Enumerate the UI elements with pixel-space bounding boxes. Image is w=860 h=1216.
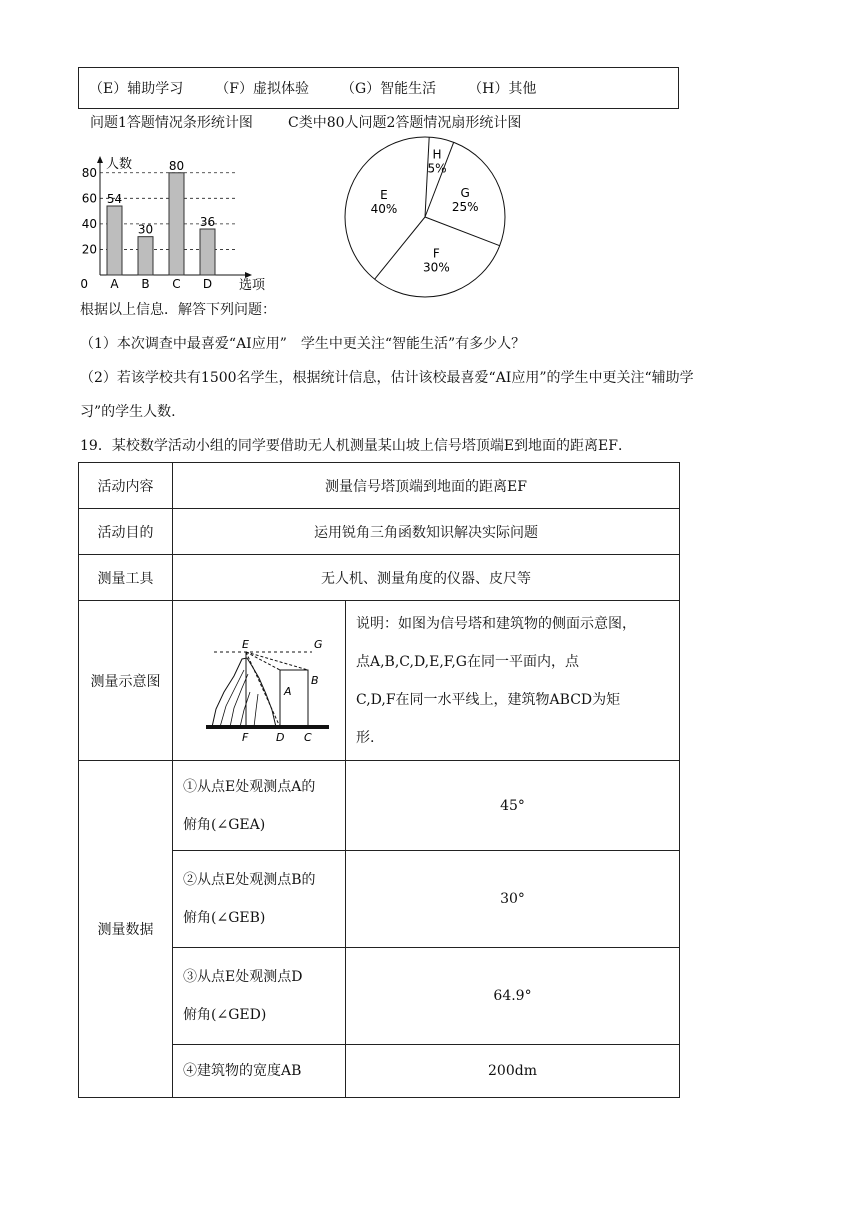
pie-chart-title: C类中80人问题2答题情况扇形统计图 bbox=[288, 115, 522, 131]
bar bbox=[107, 206, 122, 275]
pie-slice-value: 40% bbox=[370, 202, 398, 217]
pie-slice-label: H bbox=[432, 147, 442, 162]
data-1-value: 45° bbox=[346, 761, 680, 851]
bar bbox=[169, 173, 184, 275]
data-3-desc bbox=[173, 948, 346, 1045]
y-axis-label: 人数 bbox=[106, 157, 133, 172]
pie-chart bbox=[335, 132, 515, 302]
pie-slice-label: G bbox=[460, 186, 470, 201]
x-axis-label: 选项 bbox=[239, 278, 266, 293]
pie-slice-label: E bbox=[380, 188, 388, 203]
data-2-desc bbox=[173, 851, 346, 948]
activity-table bbox=[78, 462, 680, 1098]
bar-value-label: 30 bbox=[137, 222, 154, 237]
y-tick-label: 80 bbox=[81, 165, 97, 180]
data-2-value: 30° bbox=[346, 851, 680, 948]
bar-value-label: 80 bbox=[168, 158, 185, 173]
bar bbox=[138, 237, 153, 275]
question-1: （1）本次调查中最喜爱“AI应用” 学生中更关注“智能生活”有多少人？ bbox=[80, 336, 526, 352]
row-label-tools: 测量工具 bbox=[79, 555, 173, 601]
option-f: （F）虚拟体验 bbox=[215, 81, 309, 97]
label-g: G bbox=[314, 637, 323, 651]
table-row bbox=[79, 601, 680, 761]
data-2-desc-line: 俯角(∠GEB) bbox=[183, 910, 266, 926]
data-4-value: 200dm bbox=[346, 1045, 680, 1098]
x-tick-label: C bbox=[172, 277, 181, 291]
y-tick-label: 60 bbox=[81, 191, 97, 206]
label-a: A bbox=[284, 684, 292, 698]
x-tick-label: A bbox=[110, 277, 119, 291]
description-line: 说明：如图为信号塔和建筑物的侧面示意图， bbox=[356, 615, 636, 632]
y-tick-label: 40 bbox=[81, 216, 97, 231]
description-line: C,D,F在同一水平线上，建筑物ABCD为矩 bbox=[356, 691, 621, 708]
pie-slice-value: 30% bbox=[423, 260, 450, 275]
y-tick-label: 0 bbox=[80, 277, 88, 291]
data-3-value: 64.9° bbox=[346, 948, 680, 1045]
options-box bbox=[78, 67, 679, 109]
data-1-desc bbox=[173, 761, 346, 851]
row-label-diagram: 测量示意图 bbox=[79, 601, 173, 761]
bar-chart bbox=[70, 150, 280, 295]
label-d: D bbox=[276, 730, 285, 744]
label-b: B bbox=[311, 673, 319, 687]
measurement-diagram bbox=[184, 614, 334, 744]
data-3-desc-line: ③从点E处观测点D bbox=[183, 969, 303, 985]
row-value-content: 测量信号塔顶端到地面的距离EF bbox=[173, 463, 680, 509]
pie-slice-label: F bbox=[432, 246, 440, 261]
pie-slice-value: 5% bbox=[427, 161, 447, 176]
bar bbox=[200, 229, 215, 275]
row-label-data: 测量数据 bbox=[79, 761, 173, 1098]
data-1-desc-line: ①从点E处观测点A的 bbox=[183, 778, 316, 795]
option-e: （E）辅助学习 bbox=[89, 81, 184, 97]
label-f: F bbox=[242, 730, 249, 744]
data-1-desc-line: 俯角(∠GEA) bbox=[183, 816, 266, 833]
bar-value-label: 36 bbox=[199, 215, 216, 229]
table-row bbox=[79, 555, 680, 601]
description-line: 点A,B,C,D,E,F,G在同一平面内，点 bbox=[356, 653, 579, 670]
data-3-desc-line: 俯角(∠GED) bbox=[183, 1007, 267, 1023]
option-g: （G）智能生活 bbox=[340, 81, 437, 97]
label-e: E bbox=[242, 637, 249, 651]
data-2-desc-line: ②从点E处观测点B的 bbox=[183, 872, 316, 888]
y-axis-arrow bbox=[97, 156, 103, 163]
bar-chart-title: 问题1答题情况条形统计图 bbox=[90, 115, 253, 131]
x-tick-label: B bbox=[141, 277, 150, 291]
diagram-description bbox=[346, 601, 680, 761]
label-c: C bbox=[304, 730, 312, 744]
table-row bbox=[79, 463, 680, 509]
x-tick-label: D bbox=[202, 277, 213, 291]
data-4-desc: ④建筑物的宽度AB bbox=[173, 1045, 346, 1098]
row-label-purpose: 活动目的 bbox=[79, 509, 173, 555]
pie-slice-value: 25% bbox=[451, 200, 479, 215]
bar-value-label: 54 bbox=[106, 192, 123, 206]
question-2-line-2: 习”的学生人数. bbox=[80, 404, 176, 420]
description-line: 形. bbox=[356, 729, 375, 746]
row-value-purpose: 运用锐角三角函数知识解决实际问题 bbox=[173, 509, 680, 555]
question-2-line-1: （2）若该学校共有1500名学生，根据统计信息，估计该校最喜爱“AI应用”的学生中更关注“辅助学 bbox=[80, 370, 694, 386]
question-intro: 根据以上信息．解答下列问题： bbox=[80, 302, 276, 318]
table-row bbox=[79, 761, 680, 851]
table-row bbox=[79, 509, 680, 555]
question-19: 19．某校数学活动小组的同学要借助无人机测量某山坡上信号塔顶端E到地面的距离EF． bbox=[80, 438, 632, 454]
row-value-tools: 无人机、测量角度的仪器、皮尺等 bbox=[173, 555, 680, 601]
y-tick-label: 20 bbox=[81, 242, 97, 257]
option-h: （H）其他 bbox=[468, 81, 537, 97]
diagram-cell bbox=[173, 601, 346, 761]
row-label-content: 活动内容 bbox=[79, 463, 173, 509]
